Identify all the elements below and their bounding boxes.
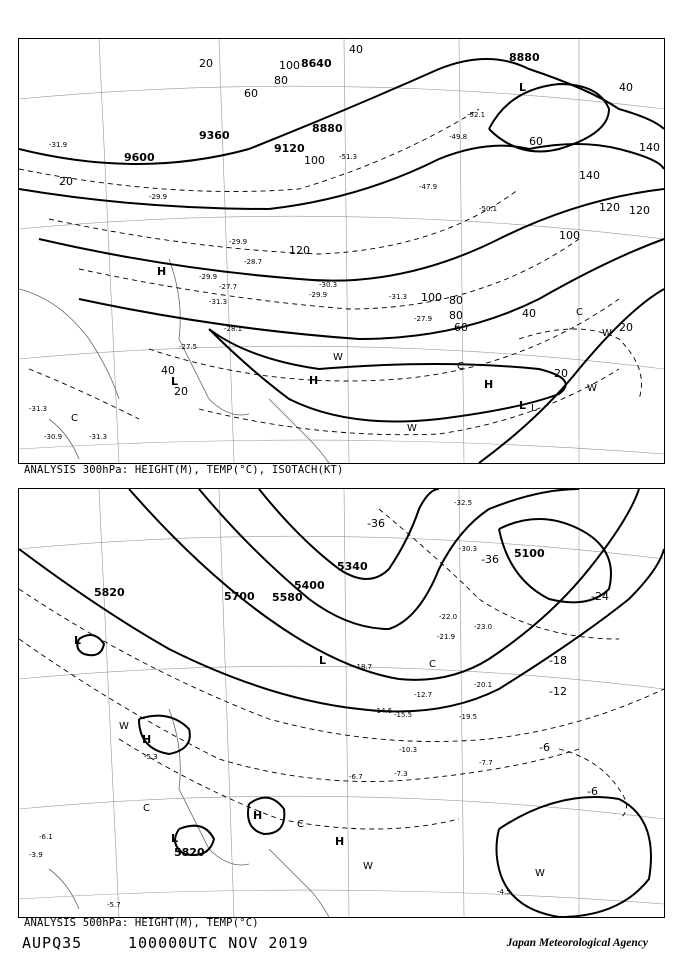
isotach-label: 20 xyxy=(174,385,188,398)
low-symbol: L xyxy=(171,832,179,845)
agency-name: Japan Meteorological Agency xyxy=(506,937,648,949)
valid-time: 100000UTC NOV 2019 xyxy=(128,934,309,952)
temp-value: -12.7 xyxy=(414,691,433,699)
isotherm-label: -12 xyxy=(549,685,567,698)
height-label: 5700 xyxy=(224,590,255,603)
temp-value: -49.8 xyxy=(449,133,468,141)
isotach-label: 100 xyxy=(421,291,442,304)
isotach-label: 140 xyxy=(639,141,660,154)
temp-value: -29.9 xyxy=(199,273,218,281)
isotach-label: 40 xyxy=(161,364,175,377)
temp-value: -20.1 xyxy=(474,681,493,689)
temp-value: -52.1 xyxy=(467,111,486,119)
temp-value: -50.1 xyxy=(479,205,498,213)
isotach-label: 60 xyxy=(244,87,258,100)
temp-value: -30.3 xyxy=(319,281,338,289)
high-symbol: H xyxy=(309,374,319,387)
cold-symbol: L xyxy=(531,403,537,414)
isotach-label: 80 xyxy=(274,74,288,87)
caption-300hpa: ANALYSIS 300hPa: HEIGHT(M), TEMP(°C), ISOTACH(KT) xyxy=(24,464,344,476)
isotach-label: 20 xyxy=(199,57,213,70)
temp-value: -18.7 xyxy=(354,663,373,671)
warm-symbol: W xyxy=(602,328,612,339)
chart-300hpa xyxy=(18,38,665,464)
height-label: 8880 xyxy=(312,122,343,135)
temp-value: -31.3 xyxy=(209,298,228,306)
isotach-label: 120 xyxy=(599,201,620,214)
height-contours-300 xyxy=(19,59,664,463)
height-label: 5820 xyxy=(94,586,125,599)
cold-symbol: C xyxy=(457,361,464,372)
isotach-label: 20 xyxy=(619,321,633,334)
isotherms-500 xyxy=(19,509,664,829)
temp-value: -6.7 xyxy=(349,773,363,781)
height-label: 5820 xyxy=(174,846,205,859)
high-symbol: H xyxy=(157,265,167,278)
isotach-label: 80 xyxy=(449,309,463,322)
temp-value: -6.1 xyxy=(39,833,53,841)
warm-symbol: W xyxy=(119,721,129,732)
isotach-label: 40 xyxy=(522,307,536,320)
temp-value: -47.9 xyxy=(419,183,438,191)
map-500hpa xyxy=(19,489,664,917)
temp-value: -5.3 xyxy=(144,753,158,761)
temp-value: -21.9 xyxy=(437,633,456,641)
isotach-label: 60 xyxy=(529,135,543,148)
temp-value: -3.9 xyxy=(29,851,43,859)
isotherm-label: -36 xyxy=(367,517,385,530)
isotach-label: 40 xyxy=(619,81,633,94)
height-label: 9360 xyxy=(199,129,230,142)
temp-value: -51.3 xyxy=(339,153,358,161)
graticule-500 xyxy=(19,489,664,917)
temp-value: -27.5 xyxy=(179,343,198,351)
high-symbol: H xyxy=(335,835,345,848)
temp-value: -31.3 xyxy=(389,293,408,301)
isotach-label: 80 xyxy=(449,294,463,307)
height-label: 8640 xyxy=(301,57,332,70)
temp-value: -7.7 xyxy=(479,759,493,767)
graticule-300 xyxy=(19,39,664,463)
isotach-label: 20 xyxy=(59,175,73,188)
height-label: 5340 xyxy=(337,560,368,573)
temp-value: -19.5 xyxy=(459,713,478,721)
temp-value: -5.7 xyxy=(107,901,121,909)
isotach-label: 100 xyxy=(559,229,580,242)
isotach-label: 20 xyxy=(554,367,568,380)
temp-value: -29.9 xyxy=(309,291,328,299)
isotherm-label: -6 xyxy=(539,741,550,754)
warm-symbol: W xyxy=(587,383,597,394)
height-label: 5580 xyxy=(272,591,303,604)
isotach-label: 140 xyxy=(579,169,600,182)
high-symbol: H xyxy=(253,809,263,822)
low-symbol: L xyxy=(171,375,179,388)
temp-value: -27.9 xyxy=(414,315,433,323)
isotherm-label: -18 xyxy=(549,654,567,667)
caption-500hpa: ANALYSIS 500hPa: HEIGHT(M), TEMP(°C) xyxy=(24,917,259,929)
height-label: 9120 xyxy=(274,142,305,155)
low-symbol: L xyxy=(74,634,82,647)
temp-value: -4.5 xyxy=(497,888,511,896)
cold-symbol: C xyxy=(576,307,583,318)
cold-symbol: C xyxy=(429,659,436,670)
isotach-label: 120 xyxy=(289,244,310,257)
temp-value: -22.0 xyxy=(439,613,458,621)
temp-value: -31.9 xyxy=(49,141,68,149)
temp-value: -15.5 xyxy=(394,711,413,719)
temp-value: -28.7 xyxy=(244,258,263,266)
temp-value: -31.3 xyxy=(29,405,48,413)
temp-value: -27.7 xyxy=(219,283,238,291)
low-symbol: L xyxy=(319,654,327,667)
temp-value: -31.3 xyxy=(89,433,108,441)
warm-symbol: W xyxy=(333,352,343,363)
isotach-label: 60 xyxy=(454,321,468,334)
isotherm-label: -6 xyxy=(587,785,598,798)
isotach-label: 100 xyxy=(279,59,300,72)
low-symbol: L xyxy=(519,399,527,412)
isotach-label: 120 xyxy=(629,204,650,217)
cold-symbol: C xyxy=(71,413,78,424)
height-label: 5400 xyxy=(294,579,325,592)
temp-value: -29.9 xyxy=(229,238,248,246)
map-300hpa xyxy=(19,39,664,463)
temp-value: -28.1 xyxy=(224,325,243,333)
temp-value: -30.3 xyxy=(459,545,478,553)
height-label: 8880 xyxy=(509,51,540,64)
warm-symbol: W xyxy=(407,423,417,434)
temp-value: -30.9 xyxy=(44,433,63,441)
temp-value: -23.0 xyxy=(474,623,493,631)
warm-symbol: W xyxy=(363,861,373,872)
isotach-label: 100 xyxy=(304,154,325,167)
isotherm-label: -36 xyxy=(481,553,499,566)
low-symbol: L xyxy=(519,81,527,94)
high-symbol: H xyxy=(142,733,152,746)
temp-value: -10.3 xyxy=(399,746,418,754)
temp-value: -29.9 xyxy=(149,193,168,201)
temp-value: -32.5 xyxy=(454,499,473,507)
cold-symbol: C xyxy=(143,803,150,814)
warm-symbol: W xyxy=(535,868,545,879)
isotach-label: 40 xyxy=(349,43,363,56)
height-label: 9600 xyxy=(124,151,155,164)
isotherm-label: -24 xyxy=(591,590,609,603)
high-symbol: H xyxy=(484,378,494,391)
chart-500hpa xyxy=(18,488,665,918)
temp-value: -14.6 xyxy=(374,707,393,715)
cold-symbol: C xyxy=(297,819,304,830)
isotachs-300 xyxy=(19,109,642,435)
temp-value: -7.3 xyxy=(394,770,408,778)
height-label: 5100 xyxy=(514,547,545,560)
chart-code: AUPQ35 xyxy=(22,934,83,952)
